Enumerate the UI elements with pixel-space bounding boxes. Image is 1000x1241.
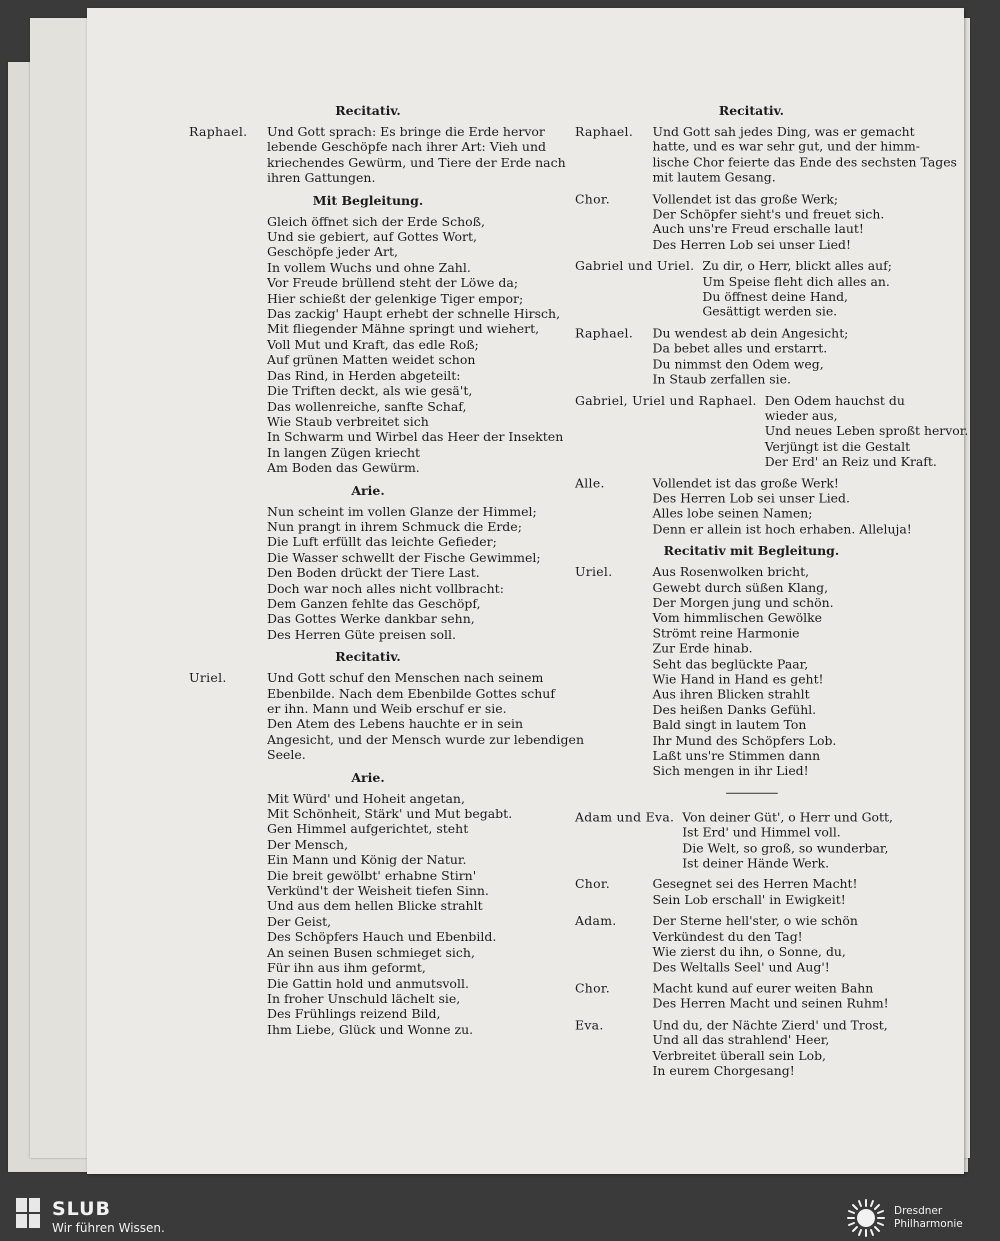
verse-line: An seinen Busen schmieget sich, [267,944,475,960]
speaker-name [189,214,267,476]
verse-line: Voll Mut und Kraft, das edle Roß; [267,336,479,352]
verse-line: Mit Schönheit, Stärk' und Mut begabt. [267,806,513,822]
speech-block [189,213,564,476]
verse-line: Ist deiner Hände Werk. [682,855,830,871]
verse-line: Gesättigt werden sie. [702,304,838,320]
verse-line: Des Schöpfers Hauch und Ebenbild. [267,929,497,945]
verse-line: Das zackig' Haupt erhebt der schnelle Hirsch, [267,306,561,322]
verse-line: Strömt reine Harmonie [652,625,800,641]
verse-line: Mit Würd' und Hoheit angetan, [267,790,465,806]
verse-line: Vom himmlischen Gewölke [652,610,822,626]
verse-line: Und sie gebiert, auf Gottes Wort, [267,229,478,245]
speech-block [575,258,928,319]
verse-line: Und Gott schuf den Menschen nach seinem [267,670,544,686]
verse-line: mit lautem Gesang. [652,169,776,185]
verse-line: Ihr Mund des Schöpfers Lob. [652,732,837,748]
speech-block [575,1017,928,1078]
section-heading: Recitativ mit Begleitung. [663,543,840,559]
verse-line: In Staub zerfallen sie. [652,371,791,387]
verse-line: Bald singt in lautem Ton [652,717,807,733]
verse-line: Des Herren Lob sei unser Lied. [652,490,850,506]
verse-line: Vollendet ist das große Werk! [652,475,839,491]
section-heading: Arie. [351,769,385,785]
verse-line: Wie Staub verbreitet sich [267,413,429,429]
verse-line: Auch uns're Freud erschalle laut! [652,221,864,237]
verse-line: Der Erd' an Reiz und Kraft. [764,453,937,469]
verse-line: Vor Freude brüllend steht der Löwe da; [267,275,519,291]
verse-line: Verbreitet überall sein Lob, [652,1047,827,1063]
speaker-name: Alle. [575,475,605,491]
slub-logo[interactable] [16,1198,165,1236]
verse-line: Aus Rosenwolken bricht, [652,564,810,580]
verse-line: Seht das beglückte Paar, [652,656,809,672]
library-tagline: Wir führen Wissen. [52,1221,165,1235]
speaker-name: Chor. [575,980,611,996]
verse-line: Der Geist, [267,913,332,929]
verse-line: In Schwarm und Wirbel das Heer der Insekten [267,429,564,445]
speech-block [575,325,928,386]
verse-line: er ihn. Mann und Weib erschuf er sie. [267,701,507,716]
verse-line: Und Gott sah jedes Ding, was er gemacht [652,123,915,139]
speech-block [575,123,957,185]
speaker-name: Chor. [575,876,611,892]
speech-block [575,392,969,470]
verse-line: Des Herren Macht und seinen Ruhm! [652,995,889,1011]
verse-line: Den Odem hauchst du [764,392,905,408]
verse-line: Du öffnest deine Hand, [702,288,848,304]
verse-line: Du wendest ab dein Angesicht; [652,325,849,341]
verse-line: In froher Unschuld lächelt sie, [267,990,461,1006]
verse-line: Das wollenreiche, sanfte Schaf, [267,398,467,414]
verse-line: Und aus dem hellen Blicke strahlt [267,898,483,914]
speaker-name: Adam. [575,913,617,929]
verse-line: Den Boden drückt der Tiere Last. [267,565,480,581]
verse-line: Der Mensch, [267,836,349,852]
speech-block [575,191,928,252]
verse-line: Wie Hand in Hand es geht! [652,671,824,687]
verse-line: Zur Erde hinab. [652,640,753,656]
speech-block [189,670,584,763]
slub-book-icon [16,1198,42,1228]
verse-line: Doch war noch alles nicht vollbracht: [267,580,504,596]
verse-line: Nun prangt in ihrem Schmuck die Erde; [267,518,522,534]
verse-line: Für ihn aus ihm geformt, [267,960,426,976]
verse-line: lebende Geschöpfe nach ihrer Art: Vieh und [267,139,547,155]
verse-line: Des heißen Danks Gefühl. [652,702,817,718]
verse-line: Verkündest du den Tag! [652,928,803,944]
verse-line: Dem Ganzen fehlte das Geschöpf, [267,595,481,611]
verse-line: Denn er allein ist hoch erhaben. Alleluja! [652,521,912,537]
verse-line: Nun scheint im vollen Glanze der Himmel; [267,503,537,519]
verse-line: Des Weltalls Seel' und Aug'! [652,959,830,975]
verse-line: Gen Himmel aufgerichtet, steht [267,821,469,837]
verse-line: Geschöpfe jeder Art, [267,244,398,260]
verse-line: ihren Gattungen. [267,170,376,186]
verse-line: Das Rind, in Herden abgeteilt: [267,367,461,383]
verse-line: Zu dir, o Herr, blickt alles auf; [702,258,892,274]
sunburst-icon [846,1198,886,1238]
verse-line: Des Herren Lob sei unser Lied! [652,236,851,252]
right-column [575,96,969,1084]
speech-block [575,564,928,778]
verse-line: Die Luft erfüllt das leichte Gefieder; [267,534,497,550]
speaker-name: Raphael. [575,325,634,341]
verse-line: Die Welt, so groß, so wunderbar, [682,840,889,856]
speaker-name: Raphael. [189,124,248,139]
verse-line: Und neues Leben sproßt hervor. [764,423,969,439]
verse-line: kriechendes Gewürm, und Tiere der Erde nach [267,154,566,170]
speaker-name: Gabriel, Uriel und Raphael. [575,392,757,408]
verse-line: Seele. [267,747,306,763]
viewer-footer [0,1191,1000,1241]
speech-block [575,981,928,1012]
verse-line: Ebenbilde. Nach dem Ebenbilde Gottes schuf [267,685,555,701]
verse-line: lische Chor feierte das Ende des sechsten Tages [652,154,957,170]
verse-line: Und du, der Nächte Zierd' und Trost, [652,1017,888,1033]
verse-line: In vollem Wuchs und ohne Zahl. [267,259,471,275]
verse-line: Vollendet ist das große Werk; [652,191,839,206]
verse-line: Sich mengen in ihr Lied! [652,763,809,779]
speaker-name [189,504,267,643]
verse-line: hatte, und es war sehr gut, und der himm- [652,139,920,155]
speech-block [575,810,928,871]
verse-line: Macht kund auf eurer weiten Bahn [652,980,874,996]
partner-name-line1: Dresdner [894,1205,943,1217]
verse-line: Die Wasser schwellt der Fische Gewimmel; [267,549,541,565]
verse-line: Mit fliegender Mähne springt und wiehert, [267,321,540,337]
verse-line: Verkünd't der Weisheit tiefen Sinn. [267,883,489,899]
verse-line: Gesegnet sei des Herren Macht! [652,876,858,892]
verse-line: Da bebet alles und erstarrt. [652,340,828,356]
verse-line: In eurem Chorgesang! [652,1063,795,1078]
verse-line: Der Sterne hell'ster, o wie schön [652,913,858,929]
verse-line: Hier schießt der gelenkige Tiger empor; [267,290,524,306]
verse-line: Von deiner Güt', o Herr und Gott, [682,809,893,825]
speech-block [189,504,547,643]
section-heading: Arie. [351,482,385,498]
verse-line: Der Schöpfer sieht's und freuet sich. [652,206,885,222]
verse-line: Gewebt durch süßen Klang, [652,579,829,595]
verse-line: Der Morgen jung und schön. [652,594,834,610]
verse-line: Alles lobe seinen Namen; [652,505,813,521]
verse-line: Gleich öffnet sich der Erde Schoß, [267,213,485,229]
program-page [87,8,969,1174]
section-heading: Recitativ. [718,102,784,118]
verse-line: Ist Erd' und Himmel voll. [682,824,841,840]
speaker-name [189,791,267,1038]
verse-line: Wie zierst du ihn, o Sonne, du, [652,943,846,959]
verse-line: Angesicht, und der Mensch wurde zur lebendigen [267,731,584,747]
verse-line: Aus ihren Blicken strahlt [652,686,810,702]
verse-line: Am Boden das Gewürm. [267,460,420,476]
verse-line: Des Frühlings reizend Bild, [267,1006,441,1022]
verse-line: Du nimmst den Odem weg, [652,356,824,372]
verse-line: In langen Zügen kriecht [267,444,421,460]
section-heading: Recitativ. [335,103,401,118]
left-column [189,96,584,1043]
verse-line: Die breit gewölbt' erhabne Stirn' [267,867,477,883]
verse-line: Ein Mann und König der Natur. [267,852,467,868]
verse-line: Um Speise fleht dich alles an. [702,273,890,289]
verse-line: Das Gottes Werke dankbar sehn, [267,611,475,627]
speech-block [575,877,928,908]
speech-block [575,913,928,974]
verse-line: Sein Lob erschall' in Ewigkeit! [652,892,846,907]
verse-line: Die Gattin hold und anmutsvoll. [267,975,469,991]
speech-block [575,475,928,536]
verse-line: Verjüngt ist die Gestalt [764,438,911,454]
verse-line: Die Triften deckt, als wie gesä't, [267,383,473,399]
verse-line: Und Gott sprach: Es bringe die Erde hervor [267,124,545,139]
speaker-name: Uriel. [575,564,613,580]
partner-logo[interactable] [846,1198,963,1238]
verse-line: Und all das strahlend' Heer, [652,1032,830,1048]
section-heading: Mit Begleitung. [312,192,424,208]
speaker-name: Eva. [575,1017,604,1033]
verse-line: wieder aus, [764,408,838,423]
section-divider [726,793,778,794]
verse-line: Laßt uns're Stimmen dann [652,748,821,763]
partner-name-line2: Philharmonie [894,1218,963,1230]
speaker-name: Chor. [575,191,611,206]
section-heading: Recitativ. [335,649,401,665]
verse-line: Des Herren Güte preisen soll. [267,626,457,642]
verse-line: Ihm Liebe, Glück und Wonne zu. [267,1021,474,1037]
verse-line: Auf grünen Matten weidet schon [267,352,476,368]
verse-line: Den Atem des Lebens hauchte er in sein [267,716,524,732]
speech-block [189,124,566,186]
speaker-name: Gabriel und Uriel. [575,258,695,274]
speech-block [189,791,547,1038]
speaker-name: Raphael. [575,123,634,139]
library-name: SLUB [52,1198,112,1220]
speaker-name: Uriel. [189,670,227,686]
speaker-name: Adam und Eva. [575,809,675,825]
